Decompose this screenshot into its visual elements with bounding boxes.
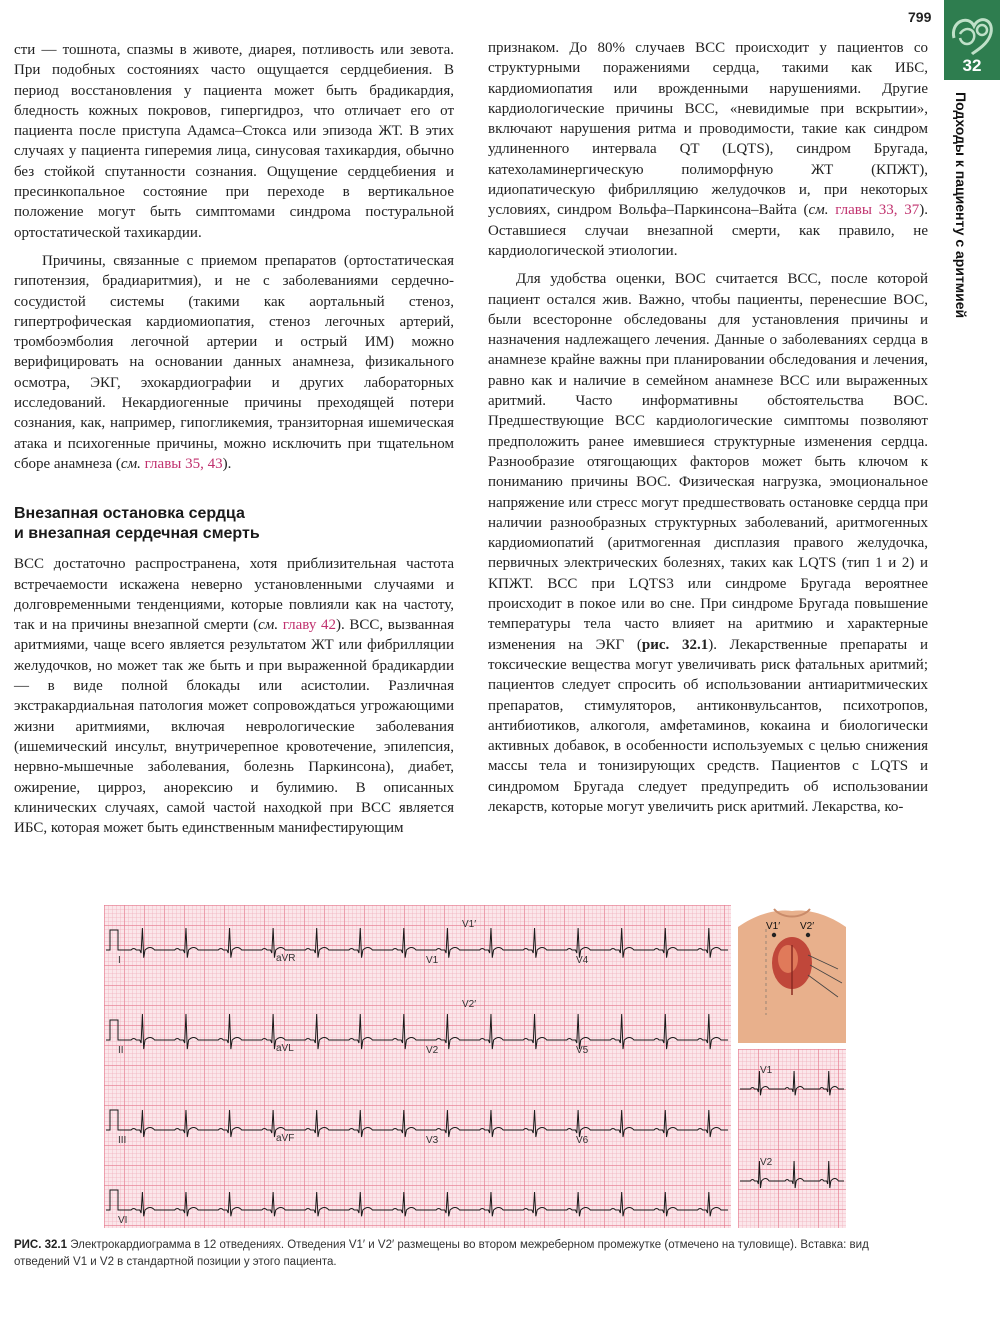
- page-number: 799: [908, 9, 932, 25]
- ecg-trace-row-1: [106, 928, 728, 958]
- paragraph-text: ).: [222, 455, 232, 472]
- torso-illustration: [738, 905, 846, 1043]
- section-title-line: Внезапная остановка сердца: [14, 505, 245, 523]
- running-title: [948, 92, 972, 352]
- inset-label-V1: V1: [760, 1065, 773, 1076]
- lead-label-rhythm: VI: [118, 1215, 128, 1226]
- paragraph: [14, 554, 454, 838]
- paragraph-text: ). Лекарственные препараты и токсические вещества могут увеличивать риск фатальных аритмий; пациентов следует спросить об использовании антиаритмических препаратов, стимуляторов, антиконвульсантов, психотропов, антибиотиков, алкоголя, амфетаминов, кокаина и биологически активных добавок, в особенности используемых с целью снижения массы тела и тонизирующих средств. Пациентов с LQTS и синдромом Бругада следует предупредить об использовании лекарств, которые могут увеличить риск аритмий. Лекарства, ко-: [488, 636, 928, 815]
- lead-label-aVF: aVF: [276, 1133, 295, 1144]
- chapter-tab: [944, 0, 1000, 80]
- paragraph-text: ). ВСС, вызванная аритмиями, чаще всего является результатом ЖТ или фибрилляции желудочков, но может так же быть и при выраженной брадикардии — в виде полной блокады или асистолии. Различная экстракардиальная патология может сопровождаться угрожающими жизни аритмиями, включая неврологические заболевания (ишемический инсульт, внутричерепное кровотечение, эпилепсия, нервно-мышечные заболевания, болезнь Паркинсона), диабет, ожирение, цирроз, анорексию и булимию. В описанных клинических случаях, самой частой находкой при ВСС является ИБС, которая может быть единственным манифестирующим: [14, 617, 455, 837]
- paragraph-text: Для удобства оценки, ВОС считается ВСС, после которой пациент остался жив. Важно, чтобы пациенты, перенесшие ВОС, были всесторонне обследованы для установления причины и назначения надлежащего лечения. Данные о заболеваниях сердца в анамнезе крайне важны при планировании обследования и лечения, равно как и наличие в семейном анамнезе ВСС или выраженных аритмий. Часто информативны обстоятельства ВОС. Предшествующие ВСС кардиологические симптомы позволяют предположить ранее имевшиеся структурные изменения сердца. Разнообразие отягощающих факторов может быть ключом к пониманию причины ВОС. Физическая нагрузка, эмоциональное напряжение или стресс могут предшествовать остановке сердца при наличии разнообразных структурных заболеваний, аритмогенных кардиомиопатий (аритмогенная дисплазия правого желудочка, первичных электрических болезнях, таких как LQTS (тип 1 и 2) и КПЖТ. ВСС при LQTS3 или синдроме Бругада вероятнее происходит в покое или во сне. При синдроме Бругада повышение температуры тела часто влияет на аритмию и характерные изменения на ЭКГ (: [488, 271, 928, 653]
- ecg-12-lead: [104, 905, 731, 1228]
- inset-trace-v2: [740, 1161, 844, 1188]
- lead-label-V5: V5: [576, 1045, 589, 1056]
- inset-traces: [738, 1049, 846, 1228]
- chapter-number: 32: [962, 56, 982, 75]
- running-title-text: Подходы к пациенту с аритмией: [953, 92, 969, 319]
- inset-trace-v1: [740, 1071, 844, 1095]
- chapter-link[interactable]: главы 35, 43: [144, 455, 223, 472]
- chapter-link[interactable]: главу 42: [282, 617, 336, 634]
- lead-label-aVL: aVL: [276, 1043, 294, 1054]
- lead-label-II: II: [118, 1045, 124, 1056]
- lead-label-V1: V1: [426, 955, 439, 966]
- right-column: [488, 38, 928, 817]
- lead-label-III: III: [118, 1135, 127, 1146]
- lead-label-V4: V4: [576, 955, 589, 966]
- ecg-traces: [104, 905, 731, 1228]
- lead-label-V6: V6: [576, 1135, 589, 1146]
- lead-label-aVR: aVR: [276, 953, 296, 964]
- ecg-trace-row-2: [106, 1014, 728, 1049]
- torso-figure: [738, 905, 846, 1043]
- figure-ref: рис. 32.1: [641, 636, 709, 653]
- paragraph: [488, 269, 928, 817]
- heart-logo-icon: [946, 8, 998, 58]
- paragraph: [488, 38, 928, 261]
- inset-label-V2: V2: [760, 1157, 773, 1168]
- see-ref: см.: [808, 202, 829, 219]
- torso-label-V2-prime: V2′: [800, 921, 815, 932]
- ecg-trace-row-3: [106, 1110, 728, 1137]
- paragraph: [14, 251, 454, 474]
- see-ref: см.: [120, 455, 141, 472]
- section-title: [14, 504, 454, 544]
- see-ref: см.: [258, 617, 279, 634]
- paragraph-text: ВСС достаточно распространена, хотя приблизительная частота встречаемости искажена неверно установленными случаями и долговременными тенденциями, которые повлияли как на частоту, так и на причины внезапной смерти (: [14, 556, 454, 634]
- chapter-link[interactable]: главы 33, 37: [835, 202, 920, 219]
- ecg-trace-row-4: [106, 1190, 728, 1216]
- paragraph-text: ). Оставшиеся случаи внезапной смерти, как правило, не кардиологической этиологии.: [488, 202, 928, 259]
- lead-label-V2: V2: [426, 1045, 439, 1056]
- section-title-line: и внезапная сердечная смерть: [14, 525, 260, 543]
- lead-label-I: I: [118, 955, 121, 966]
- left-column: [14, 40, 454, 838]
- caption-text: Электрокардиограмма в 12 отведениях. Отведения V1′ и V2′ размещены во втором межреберном промежутке (отмечено на туловище). Вставка: вид отведений V1 и V2 в стандартной позиции у этого пациента.: [14, 1239, 869, 1268]
- paragraph: сти — тошнота, спазмы в животе, диарея, потливость или зевота. При подобных состояниях часто ощущается сердцебиения. В период восстановления у пациента может быть брадикардия, бледность кожных покровов, гипергидроз, что отличает его от пациента после приступа Адамса–Стокса или эпизода ЖТ. В этих случаях у пациента гиперемия лица, синусовая тахикардия, обычно без стойкой спутанности сознания. Ощущение сердцебиения и пресинкопальное состояние при переходе в вертикальное положение могут быть симптомами синдрома постуральной ортостатической тахикардии.: [14, 42, 454, 241]
- torso-label-V1-prime: V1′: [766, 921, 781, 932]
- paragraph-text: Причины, связанные с приемом препаратов (ортостатическая гипотензия, брадиаритмия), и не с заболеваниями сердечно-сосудистой системы (такими как аортальный стеноз, гипертрофическая кардиомиопатия, стеноз легочных артерий, тромбоэмболия легочной артерии и острый ИМ) можно верифицировать на основании данных анамнеза, физикального осмотра, ЭКГ, эхокардиографии и других лабораторных исследований. Некардиогенные причины преходящей потери сознания, как, например, гипогликемия, транзиторная ишемическая атака и психогенные причины, можно исключить при тщательном сборе анамнеза (: [14, 252, 454, 472]
- lead-label-V2-prime: V2′: [462, 999, 477, 1010]
- lead-label-V1-prime: V1′: [462, 919, 477, 930]
- lead-label-V3: V3: [426, 1135, 439, 1146]
- ecg-inset: [738, 1049, 846, 1228]
- caption-label: РИС. 32.1: [14, 1239, 68, 1251]
- paragraph-text: признаком. До 80% случаев ВСС происходит у пациентов со структурными поражениями сердца, такими как ИБС, кардиомиопатия или врожденными нарушениями. Другие кардиологические причины ВСС, «невидимые при вскрытии», включают нарушения ритма и проводимости, такие как синдром удлиненного интервала QT (LQTS), синдром Бругада, катехоламинергическую полиморфную ЖТ (КПЖТ), идиопатическую фибрилляцию желудочков и, при некоторых условиях, синдром Вольфа–Паркинсона–Вайта (: [488, 40, 928, 219]
- figure-caption: [14, 1237, 914, 1271]
